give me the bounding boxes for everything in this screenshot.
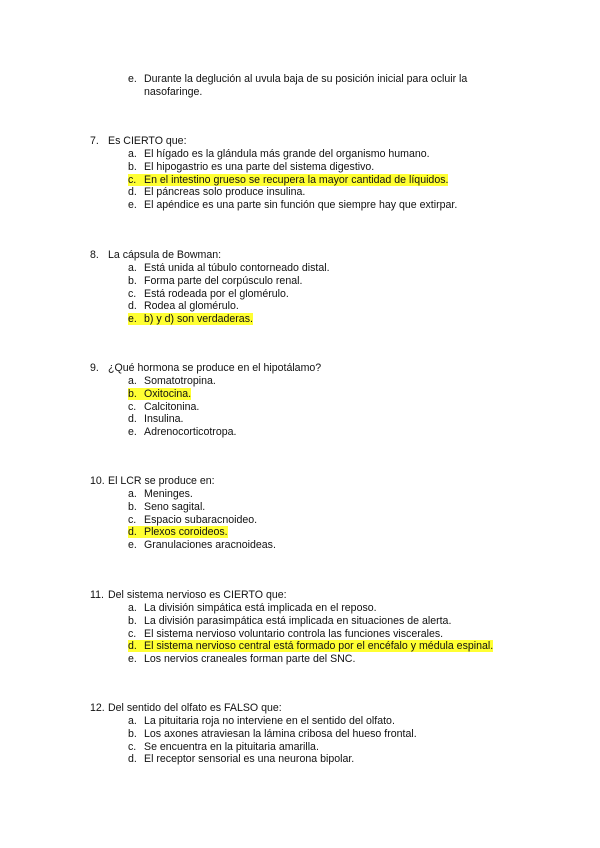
- option-letter: c.: [128, 400, 137, 413]
- answer-content: [128, 539, 276, 551]
- answer-option: [128, 161, 374, 174]
- answer-content: [128, 288, 289, 300]
- option-letter: b.: [128, 614, 137, 627]
- option-text: Los nervios craneales forman parte del SNC.: [144, 653, 356, 666]
- answer-content: [128, 728, 417, 740]
- option-text: Está rodeada por el glomérulo.: [144, 287, 289, 300]
- option-letter: a.: [128, 715, 137, 727]
- option-letter: d.: [128, 186, 137, 199]
- answer-content: [128, 514, 257, 526]
- option-text: La división simpática está implicada en el reposo.: [144, 602, 377, 614]
- option-text: Insulina.: [144, 413, 184, 426]
- question-number: 10.: [90, 475, 105, 487]
- answer-option: [128, 602, 377, 615]
- answer-content: [128, 653, 355, 665]
- answer-content: [128, 413, 183, 425]
- option-text: Espacio subaracnoideo.: [144, 513, 258, 526]
- option-text: Rodea al glomérulo.: [144, 300, 239, 313]
- option-letter: c.: [128, 740, 137, 753]
- option-text: Plexos coroideos.: [144, 526, 228, 539]
- question-number: 8.: [90, 249, 99, 261]
- answer-option: [128, 753, 354, 766]
- option-text: b) y d) son verdaderas.: [144, 313, 253, 326]
- answer-content: [128, 426, 236, 438]
- option-text: La división parasimpática está implicada en situaciones de alerta.: [144, 614, 452, 627]
- answer-option: [128, 539, 276, 552]
- answer-option: [128, 501, 205, 514]
- answer-content: [128, 148, 430, 160]
- answer-option: [128, 275, 302, 288]
- answer-option: [128, 715, 395, 728]
- question-text: ¿Qué hormona se produce en el hipotálamo?: [108, 362, 322, 374]
- answer-option: [128, 526, 228, 539]
- answer-content: [128, 715, 395, 727]
- question-number: 9.: [90, 362, 99, 374]
- option-letter: a.: [128, 375, 137, 387]
- carryover-continuation: nasofaringe.: [144, 86, 203, 98]
- answer-content: [128, 628, 443, 640]
- option-letter: a.: [128, 148, 137, 160]
- option-text: Durante la deglución al uvula baja de su posición inicial para ocluir la: [144, 73, 468, 85]
- answer-option: [128, 653, 355, 666]
- answer-option: [128, 375, 216, 388]
- answer-option: [128, 741, 319, 754]
- option-text: El páncreas solo produce insulina.: [144, 186, 306, 199]
- answer-content: [128, 488, 193, 500]
- option-text: Adrenocorticotropa.: [144, 426, 237, 439]
- option-letter: e.: [128, 199, 137, 212]
- answer-option: [128, 413, 183, 426]
- option-letter: a.: [128, 488, 137, 500]
- option-letter: d.: [128, 526, 137, 539]
- option-letter: b.: [128, 387, 137, 400]
- question-number: 7.: [90, 135, 99, 147]
- question-stem: [90, 249, 221, 262]
- highlighted-answer: [128, 174, 448, 186]
- option-letter: a.: [128, 602, 137, 614]
- answer-content: [128, 401, 199, 413]
- answer-content: [128, 741, 319, 753]
- answer-content: [128, 300, 239, 312]
- option-letter: e.: [128, 539, 137, 552]
- answer-content: [128, 186, 305, 198]
- option-letter: c.: [128, 513, 137, 526]
- question-number: 11.: [90, 589, 104, 601]
- option-letter: d.: [128, 413, 137, 426]
- option-letter: b.: [128, 274, 137, 287]
- option-text: Granulaciones aracnoideas.: [144, 539, 276, 552]
- answer-option: [128, 288, 289, 301]
- option-text: Oxitocina.: [144, 387, 192, 400]
- option-text: Calcitonina.: [144, 400, 200, 413]
- question-number: 12.: [90, 702, 105, 714]
- option-letter: b.: [128, 500, 137, 513]
- question-stem: [90, 589, 287, 602]
- answer-option: [128, 262, 330, 275]
- answer-content: [128, 615, 451, 627]
- highlighted-answer: [128, 313, 253, 325]
- option-letter: c.: [128, 173, 137, 186]
- option-letter: a.: [128, 262, 137, 274]
- answer-option: [128, 615, 451, 628]
- answer-content: [128, 602, 377, 614]
- question-text: Del sentido del olfato es FALSO que:: [108, 702, 282, 714]
- option-letter: d.: [128, 300, 137, 313]
- option-letter: b.: [128, 727, 137, 740]
- option-letter: c.: [128, 627, 137, 640]
- question-stem: [90, 362, 321, 375]
- option-letter: e.: [128, 313, 137, 326]
- answer-option: [128, 186, 305, 199]
- option-letter: d.: [128, 753, 137, 766]
- option-letter: e.: [128, 653, 137, 666]
- question-stem: [90, 135, 187, 148]
- answer-option: [128, 640, 493, 653]
- answer-content: [128, 501, 205, 513]
- option-text: Está unida al túbulo contorneado distal.: [144, 262, 330, 274]
- option-text: Meninges.: [144, 488, 193, 500]
- option-text: Seno sagital.: [144, 500, 206, 513]
- option-letter: e.: [128, 73, 137, 85]
- option-text: La pituitaria roja no interviene en el sentido del olfato.: [144, 715, 395, 727]
- option-letter: e.: [128, 426, 137, 439]
- answer-content: [128, 161, 374, 173]
- option-text: Los axones atraviesan la lámina cribosa del hueso frontal.: [144, 727, 417, 740]
- option-letter: c.: [128, 287, 137, 300]
- option-text: Forma parte del corpúsculo renal.: [144, 274, 303, 287]
- answer-option: [128, 199, 457, 212]
- answer-option: [128, 628, 443, 641]
- question-text: Del sistema nervioso es CIERTO que:: [108, 589, 287, 601]
- answer-option: [128, 174, 448, 187]
- option-text: El hipogastrio es una parte del sistema digestivo.: [144, 160, 375, 173]
- answer-content: [128, 753, 354, 765]
- option-text: El sistema nervioso central está formado por el encéfalo y médula espinal.: [144, 640, 494, 653]
- answer-content: [128, 375, 216, 387]
- option-text: El hígado es la glándula más grande del organismo humano.: [144, 148, 430, 160]
- answer-content: [128, 275, 302, 287]
- question-stem: [90, 475, 215, 488]
- answer-option: [128, 401, 199, 414]
- question-text: El LCR se produce en:: [108, 475, 215, 487]
- highlighted-answer: [128, 388, 191, 400]
- answer-option: [128, 148, 430, 161]
- option-text: El sistema nervioso voluntario controla las funciones viscerales.: [144, 627, 444, 640]
- option-text: Somatotropina.: [144, 375, 216, 387]
- answer-option: [128, 426, 236, 439]
- option-text: Se encuentra en la pituitaria amarilla.: [144, 740, 319, 753]
- question-stem: [90, 702, 282, 715]
- option-letter: b.: [128, 160, 137, 173]
- answer-option: [128, 514, 257, 527]
- option-text: En el intestino grueso se recupera la mayor cantidad de líquidos.: [144, 173, 449, 186]
- question-text: Es CIERTO que:: [108, 135, 187, 147]
- answer-option: [128, 488, 193, 501]
- carryover-option: [128, 73, 467, 86]
- option-text: El apéndice es una parte sin función que siempre hay que extirpar.: [144, 199, 458, 212]
- answer-content: [128, 262, 330, 274]
- option-text: El receptor sensorial es una neurona bipolar.: [144, 753, 355, 766]
- answer-option: [128, 388, 191, 401]
- highlighted-answer: [128, 526, 228, 538]
- answer-option: [128, 300, 239, 313]
- answer-content: [128, 199, 457, 211]
- answer-option: [128, 728, 417, 741]
- option-letter: d.: [128, 640, 137, 653]
- highlighted-answer: [128, 640, 493, 652]
- question-text: La cápsula de Bowman:: [108, 249, 222, 261]
- answer-option: [128, 313, 253, 326]
